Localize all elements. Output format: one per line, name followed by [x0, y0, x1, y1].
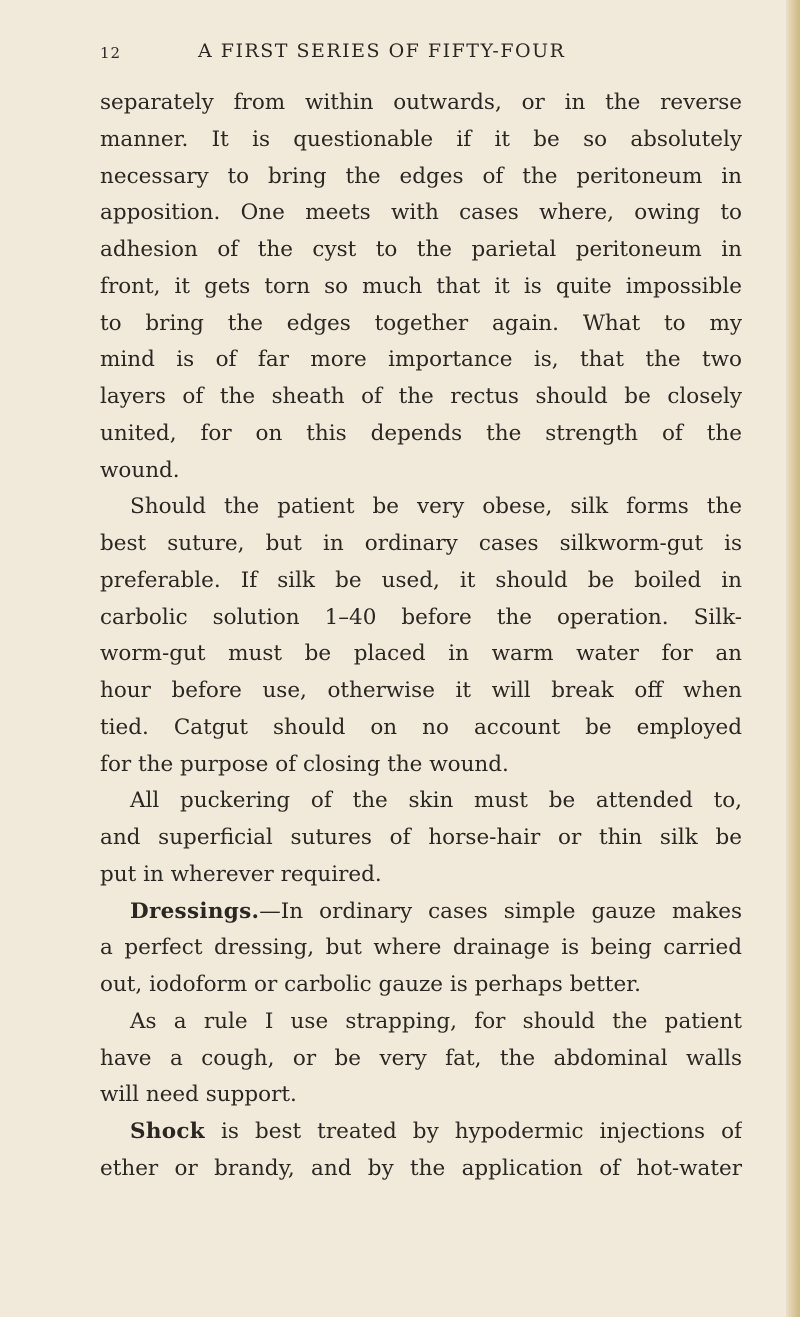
text-line: layers of the sheath of the rectus should be closely [100, 384, 742, 409]
text-line: for the purpose of closing the wound. [100, 751, 509, 777]
text-fragment: —In ordinary cases simple gauze makes [259, 898, 742, 924]
text-line-with-run-in-head [100, 894, 742, 931]
text-line: separately from within outwards, or in the reverse [100, 90, 742, 115]
text-line: united, for on this depends the strength of the [100, 420, 742, 446]
text-line-with-run-in-head [100, 1114, 742, 1151]
text-line: manner. It is questionable if it be so absolutely [100, 126, 742, 152]
run-in-head-dressings: Dressings. [130, 898, 260, 924]
page-header [100, 40, 740, 66]
text-line: have a cough, or be very fat, the abdominal walls [100, 1045, 742, 1071]
text-line: best suture, but in ordinary cases silkworm-gut is [100, 531, 742, 556]
text-line: apposition. One meets with cases where, owing to [100, 200, 742, 226]
text-line: preferable. If silk be used, it should be boiled in [100, 567, 742, 593]
page-number: 12 [100, 44, 122, 62]
page-edge [786, 0, 800, 1317]
text-line: front, it gets torn so much that it is quite impossible [100, 273, 742, 299]
text-line: hour before use, otherwise it will break off when [100, 678, 742, 703]
text-line: mind is of far more importance is, that the two [100, 347, 742, 373]
text-line: Should the patient be very obese, silk forms the [130, 494, 742, 520]
text-line: to bring the edges together again. What to my [100, 310, 742, 336]
text-line: a perfect dressing, but where drainage is being carried [100, 935, 742, 961]
text-line: ether or brandy, and by the application of hot-water [100, 1155, 742, 1181]
text-line: will need support. [100, 1082, 297, 1108]
text-fragment: is best treated by hypodermic injections of [221, 1119, 742, 1144]
text-line: necessary to bring the edges of the peritoneum in [100, 163, 742, 189]
text-line: wound. [100, 457, 180, 483]
text-line: out, iodoform or carbolic gauze is perhaps better. [100, 972, 641, 997]
text-line: As a rule I use strapping, for should the patient [130, 1008, 742, 1034]
text-line: put in wherever required. [100, 861, 382, 887]
text-line: adhesion of the cyst to the parietal peritoneum in [100, 237, 742, 262]
running-head: A FIRST SERIES OF FIFTY-FOUR [198, 40, 566, 62]
text-line: worm-gut must be placed in warm water for an [100, 641, 742, 667]
text-line: All puckering of the skin must be attended to, [130, 788, 742, 814]
body-text [100, 85, 742, 1188]
text-line: tied. Catgut should on no account be employed [100, 714, 742, 740]
text-line: and superficial sutures of horse-hair or thin silk be [100, 825, 742, 850]
text-line: carbolic solution 1–40 before the operation. Silk- [100, 604, 742, 630]
run-in-head-shock: Shock [130, 1119, 205, 1144]
